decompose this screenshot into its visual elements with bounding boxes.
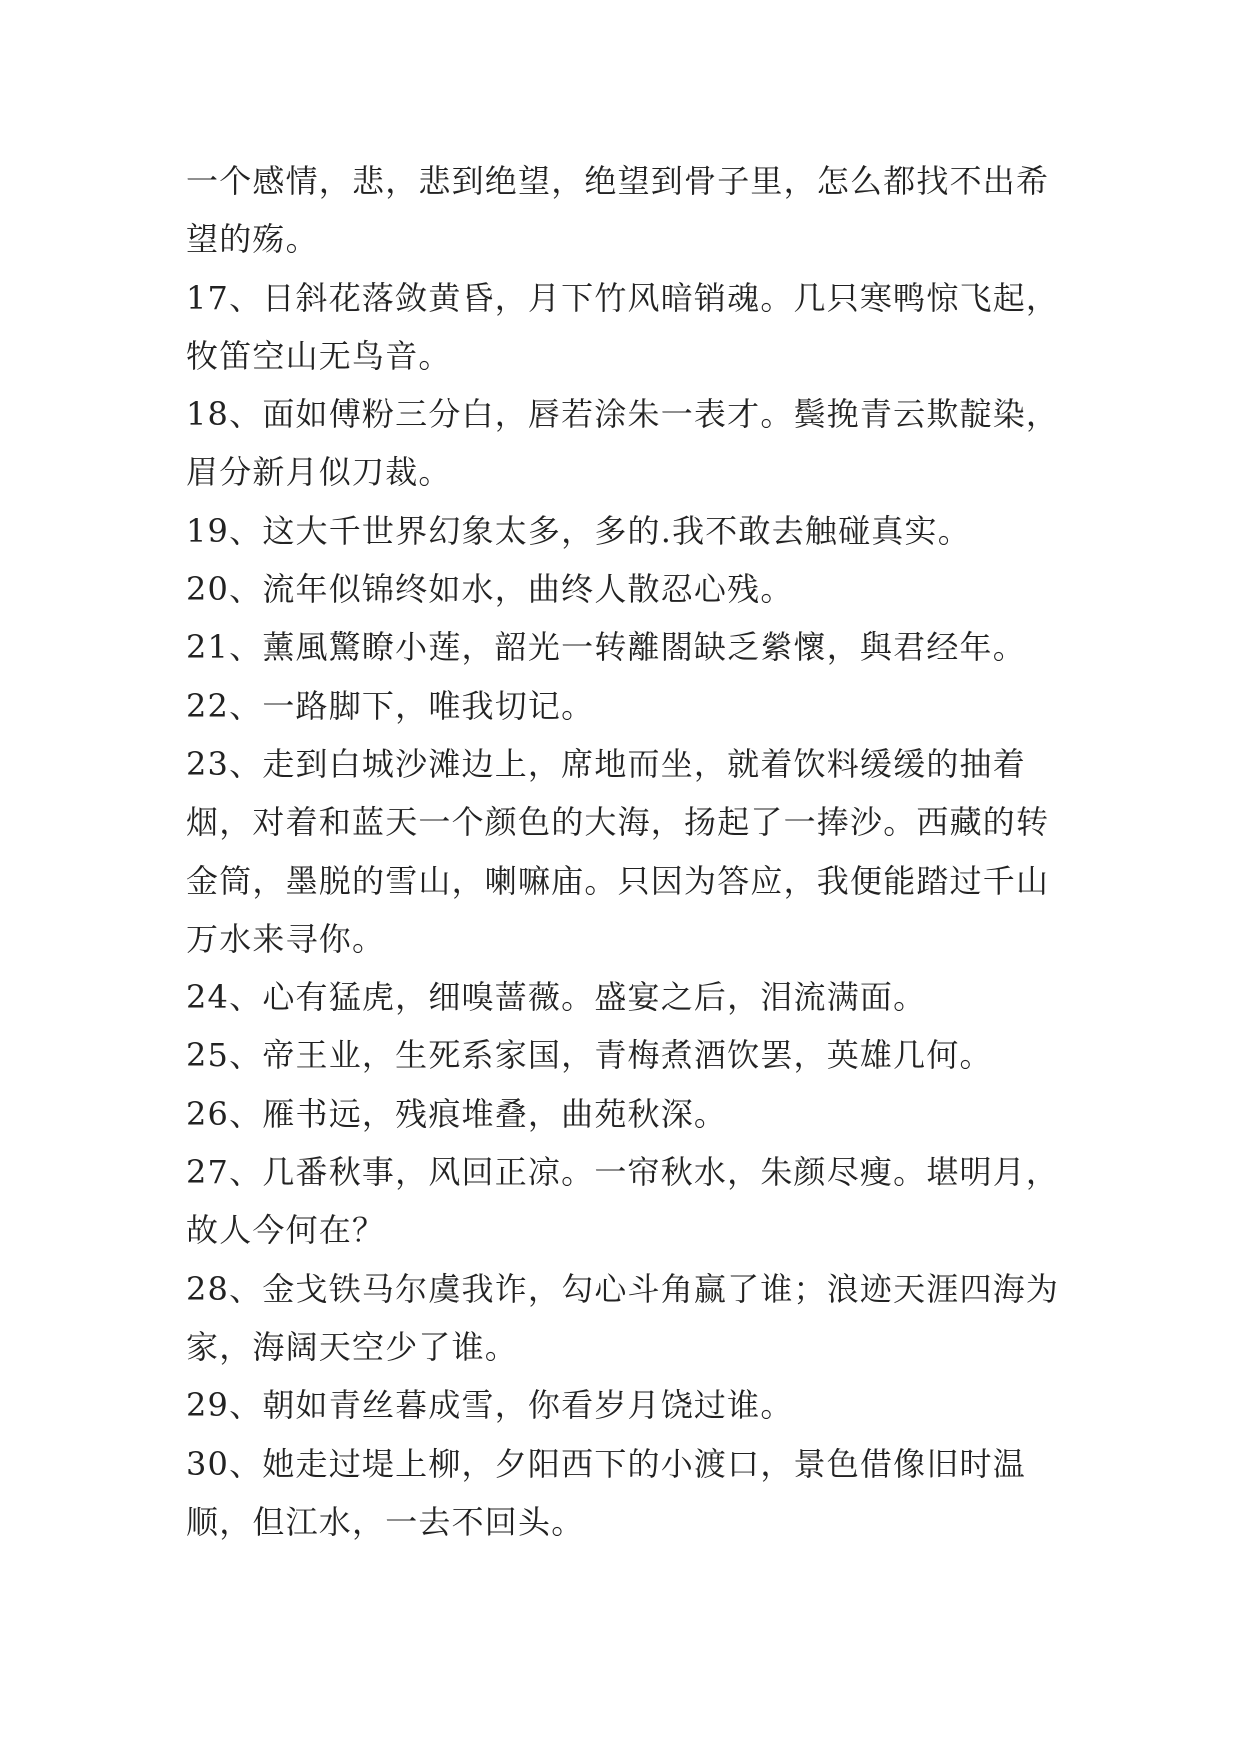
paragraph-25: 25、帝王业，生死系家国，青梅煮酒饮罢，英雄几何。 xyxy=(186,1036,993,1075)
paragraph-17: 17、日斜花落敛黄昏，月下竹风暗销魂。几只寒鸭惊飞起，牧笛空山无鸟音。 xyxy=(186,278,1060,375)
paragraph-29: 29、朝如青丝暮成雪，你看岁月饶过谁。 xyxy=(186,1386,794,1425)
paragraph-30: 30、她走过堤上柳，夕阳西下的小渡口，景色借像旧时温顺，但江水，一去不回头。 xyxy=(186,1444,1026,1541)
paragraph-28: 28、金戈铁马尔虞我诈，勾心斗角赢了谁；浪迹天涯四海为家，海阔天空少了谁。 xyxy=(186,1269,1060,1366)
paragraph-20: 20、流年似锦终如水，曲终人散忍心残。 xyxy=(186,570,794,609)
paragraph-19: 19、这大千世界幻象太多，多的.我不敢去触碰真实。 xyxy=(186,511,971,550)
paragraph-27: 27、几番秋事，风回正凉。一帘秋水，朱颜尽瘦。堪明月，故人今何在？ xyxy=(186,1153,1060,1250)
paragraph-18: 18、面如傅粉三分白，唇若涂朱一表才。鬓挽青云欺靛染，眉分新月似刀裁。 xyxy=(186,395,1060,492)
paragraph-21: 21、薰風驚瞭小莲，韶光一转離閤缺乏縈懷，與君经年。 xyxy=(186,628,1026,667)
paragraph-23: 23、走到白城沙滩边上，席地而坐，就着饮料缓缓的抽着烟，对着和蓝天一个颜色的大海，扬起了一捧沙。西藏的转金筒，墨脱的雪山，喇嘛庙。只因为答应，我便能踏过千山万水来寻你。 xyxy=(186,744,1050,958)
document-body xyxy=(186,152,1066,1551)
paragraph-22: 22、一路脚下，唯我切记。 xyxy=(186,686,595,725)
paragraph-26: 26、雁书远，残痕堆叠，曲苑秋深。 xyxy=(186,1094,728,1133)
paragraph-24: 24、心有猛虎，细嗅蔷薇。盛宴之后，泪流满面。 xyxy=(186,978,927,1017)
paragraph-1: 一个感情，悲，悲到绝望，绝望到骨子里，怎么都找不出希望的殇。 xyxy=(186,162,1050,259)
